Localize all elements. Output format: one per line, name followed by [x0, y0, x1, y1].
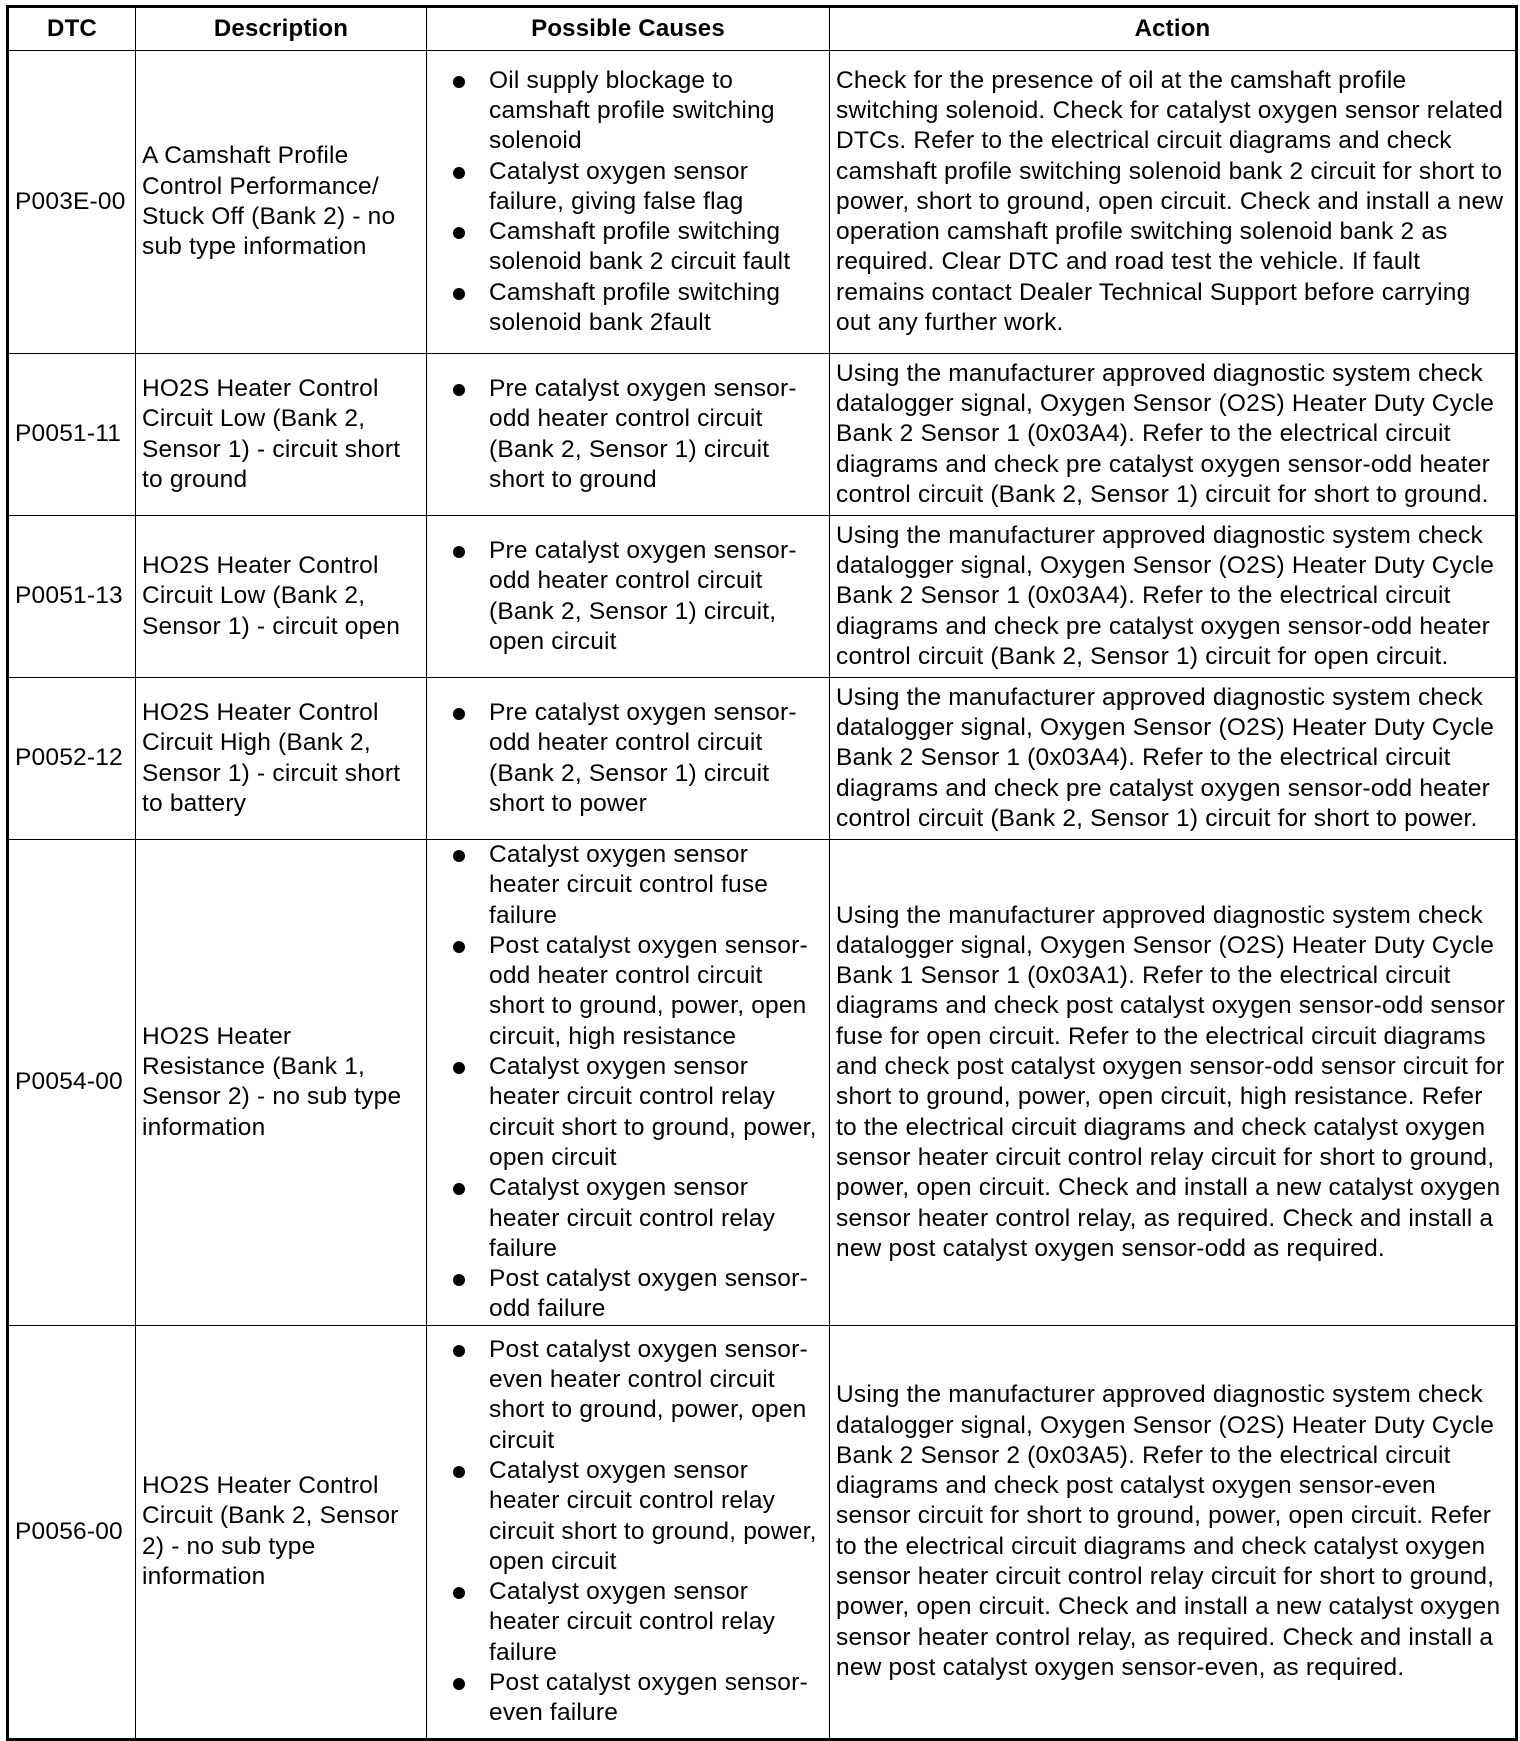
cause-item: Post catalyst oxygen sensor-odd heater control circuit short to ground, power, open circuit, high resistance — [489, 931, 823, 1052]
dtc-description: HO2S Heater Control Circuit Low (Bank 2, Sensor 1) - circuit short to ground — [136, 354, 427, 516]
possible-causes — [427, 840, 830, 1326]
header-action: Action — [830, 7, 1517, 51]
dtc-action: Using the manufacturer approved diagnostic system check datalogger signal, Oxygen Sensor (O2S) Heater Duty Cycle Bank 2 Sensor 1 (0x03A4). Refer to the electrical circuit diagrams and check pre catalyst oxygen sensor-odd heater control circuit (Bank 2, Sensor 1) circuit for short to ground. — [830, 354, 1517, 516]
table-row — [8, 51, 1517, 354]
cause-item: Pre catalyst oxygen sensor-odd heater control circuit (Bank 2, Sensor 1) circuit, open circuit — [489, 536, 823, 657]
dtc-code: P003E-00 — [8, 51, 136, 354]
cause-item: Pre catalyst oxygen sensor-odd heater control circuit (Bank 2, Sensor 1) circuit short to power — [489, 698, 823, 819]
cause-list — [433, 698, 823, 819]
cause-list — [433, 536, 823, 657]
cause-item: Catalyst oxygen sensor heater circuit control relay failure — [489, 1173, 823, 1264]
dtc-action: Check for the presence of oil at the camshaft profile switching solenoid. Check for catalyst oxygen sensor related DTCs. Refer to the electrical circuit diagrams and check camshaft profile switching solenoid bank 2 circuit for short to power, short to ground, open circuit. Check and install a new operation camshaft profile switching solenoid bank 2 as required. Clear DTC and road test the vehicle. If fault remains contact Dealer Technical Support before carrying out any further work. — [830, 51, 1517, 354]
table-row — [8, 678, 1517, 840]
dtc-description: HO2S Heater Resistance (Bank 1, Sensor 2) - no sub type information — [136, 840, 427, 1326]
cause-list — [433, 1335, 823, 1729]
possible-causes — [427, 678, 830, 840]
possible-causes — [427, 1325, 830, 1739]
dtc-code: P0051-11 — [8, 354, 136, 516]
dtc-code: P0052-12 — [8, 678, 136, 840]
possible-causes — [427, 516, 830, 678]
table-body — [8, 51, 1517, 1740]
dtc-action: Using the manufacturer approved diagnostic system check datalogger signal, Oxygen Sensor (O2S) Heater Duty Cycle Bank 1 Sensor 1 (0x03A1). Refer to the electrical circuit diagrams and check post catalyst oxygen sensor-odd sensor fuse for open circuit. Refer to the electrical circuit diagrams and check post catalyst oxygen sensor-odd sensor circuit for short to ground, power, open circuit, high resistance. Refer to the electrical circuit diagrams and check catalyst oxygen sensor heater circuit control relay circuit for short to ground, power, open circuit. Check and install a new catalyst oxygen sensor heater control relay, as required. Check and install a new post catalyst oxygen sensor-odd as required. — [830, 840, 1517, 1326]
dtc-code: P0054-00 — [8, 840, 136, 1326]
dtc-action: Using the manufacturer approved diagnostic system check datalogger signal, Oxygen Sensor (O2S) Heater Duty Cycle Bank 2 Sensor 2 (0x03A5). Refer to the electrical circuit diagrams and check post catalyst oxygen sensor-even sensor circuit for short to ground, power, open circuit. Refer to the electrical circuit diagrams and check catalyst oxygen sensor heater circuit control relay circuit for short to ground, power, open circuit. Check and install a new catalyst oxygen sensor heater control relay, as required. Check and install a new post catalyst oxygen sensor-even, as required. — [830, 1325, 1517, 1739]
dtc-description: HO2S Heater Control Circuit High (Bank 2, Sensor 1) - circuit short to battery — [136, 678, 427, 840]
dtc-action: Using the manufacturer approved diagnostic system check datalogger signal, Oxygen Sensor (O2S) Heater Duty Cycle Bank 2 Sensor 1 (0x03A4). Refer to the electrical circuit diagrams and check pre catalyst oxygen sensor-odd heater control circuit (Bank 2, Sensor 1) circuit for short to power. — [830, 678, 1517, 840]
cause-item: Post catalyst oxygen sensor-even heater control circuit short to ground, power, open circuit — [489, 1335, 823, 1456]
dtc-code: P0056-00 — [8, 1325, 136, 1739]
cause-item: Post catalyst oxygen sensor-odd failure — [489, 1264, 823, 1325]
cause-item: Catalyst oxygen sensor heater circuit control relay failure — [489, 1577, 823, 1668]
dtc-code: P0051-13 — [8, 516, 136, 678]
cause-list — [433, 840, 823, 1325]
cause-item: Post catalyst oxygen sensor-even failure — [489, 1668, 823, 1729]
dtc-description: HO2S Heater Control Circuit Low (Bank 2, Sensor 1) - circuit open — [136, 516, 427, 678]
possible-causes — [427, 354, 830, 516]
cause-item: Oil supply blockage to camshaft profile switching solenoid — [489, 66, 823, 157]
possible-causes — [427, 51, 830, 354]
cause-item: Catalyst oxygen sensor failure, giving false flag — [489, 157, 823, 218]
cause-item: Camshaft profile switching solenoid bank 2fault — [489, 278, 823, 339]
dtc-description: HO2S Heater Control Circuit (Bank 2, Sensor 2) - no sub type information — [136, 1325, 427, 1739]
table-row — [8, 354, 1517, 516]
cause-item: Catalyst oxygen sensor heater circuit control relay circuit short to ground, power, open circuit — [489, 1052, 823, 1173]
header-row — [8, 7, 1517, 51]
header-dtc: DTC — [8, 7, 136, 51]
cause-list — [433, 66, 823, 339]
dtc-table — [6, 5, 1518, 1741]
cause-list — [433, 374, 823, 495]
cause-item: Catalyst oxygen sensor heater circuit control fuse failure — [489, 840, 823, 931]
cause-item: Pre catalyst oxygen sensor-odd heater control circuit (Bank 2, Sensor 1) circuit short to ground — [489, 374, 823, 495]
dtc-action: Using the manufacturer approved diagnostic system check datalogger signal, Oxygen Sensor (O2S) Heater Duty Cycle Bank 2 Sensor 1 (0x03A4). Refer to the electrical circuit diagrams and check pre catalyst oxygen sensor-odd heater control circuit (Bank 2, Sensor 1) circuit for open circuit. — [830, 516, 1517, 678]
header-description: Description — [136, 7, 427, 51]
table-header — [8, 7, 1517, 51]
header-possible-causes: Possible Causes — [427, 7, 830, 51]
table-row — [8, 516, 1517, 678]
dtc-description: A Camshaft Profile Control Performance/ Stuck Off (Bank 2) - no sub type information — [136, 51, 427, 354]
cause-item: Camshaft profile switching solenoid bank 2 circuit fault — [489, 217, 823, 278]
table-row — [8, 1325, 1517, 1739]
table-row — [8, 840, 1517, 1326]
cause-item: Catalyst oxygen sensor heater circuit control relay circuit short to ground, power, open circuit — [489, 1456, 823, 1577]
